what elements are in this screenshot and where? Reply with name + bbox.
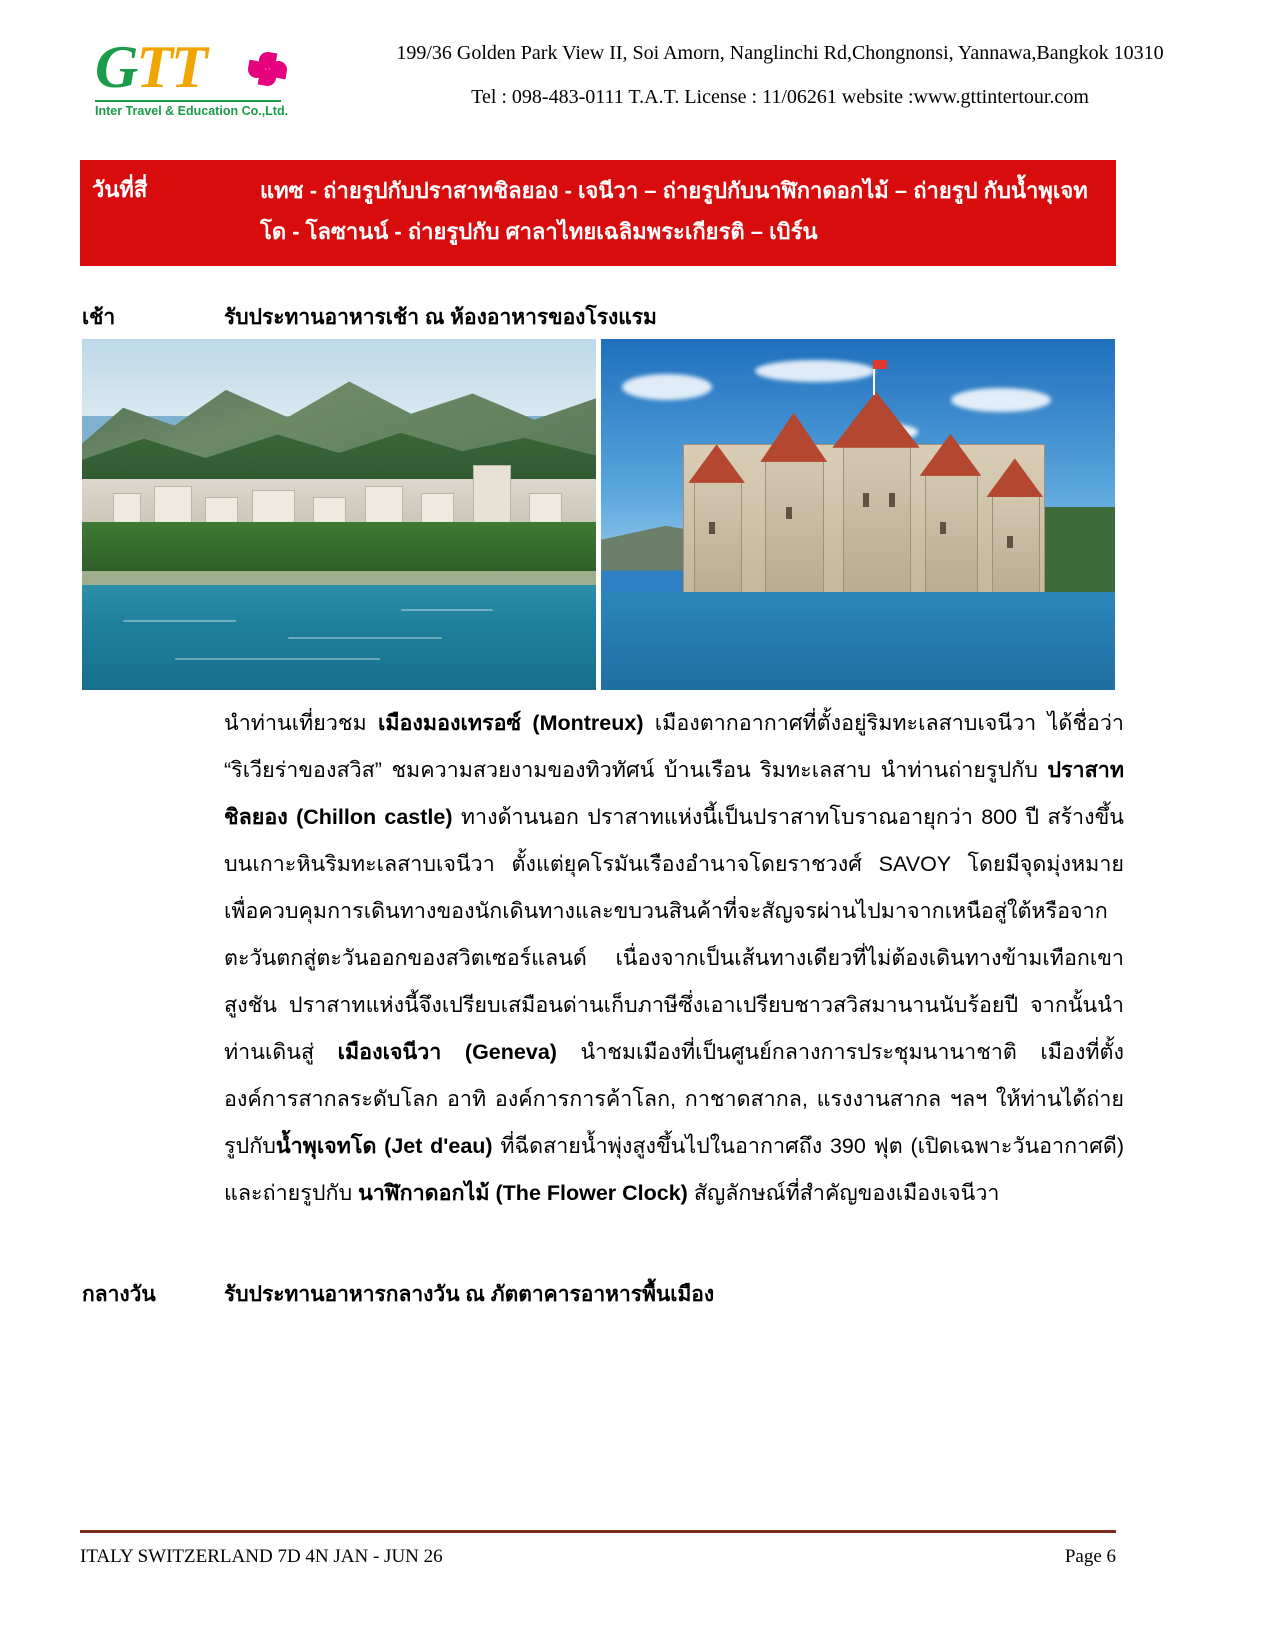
photo-strip [82, 339, 1115, 690]
chillon-castle-photo [601, 339, 1115, 690]
document-header [80, 28, 1195, 138]
montreux-lakeside-photo [82, 339, 596, 690]
footer-document-title: ITALY SWITZERLAND 7D 4N JAN - JUN 26 [80, 1546, 443, 1567]
day-title-bar [80, 160, 1116, 266]
company-address: 199/36 Golden Park View II, Soi Amorn, Nanglinchi Rd,Chongnonsi, Yannawa,Bangkok 10310 [396, 42, 1164, 64]
noon-label: กลางวัน [82, 1283, 156, 1306]
logo-divider [95, 100, 281, 102]
noon-text: รับประทานอาหารกลางวัน ณ ภัตตาคารอาหารพื้นเมือง [224, 1283, 715, 1306]
itinerary-paragraph: นำท่านเที่ยวชม เมืองมองเทรอซ์ (Montreux) เมืองตากอากาศที่ตั้งอยู่ริมทะเลสาบเจนีวา ได้ชื่อว่า “ริเวียร่าของสวิส” ชมความสวยงามของทิวทัศน์ บ้านเรือน ริมทะเลสาบ นำท่านถ่ายรูปกับ ปราสาทชิลยอง (Chillon castle) ทางด้านนอก ปราสาทแห่งนี้เป็นปราสาทโบราณอายุกว่า 800 ปี สร้างขึ้นบนเกาะหินริมทะเลสาบเจนีวา ตั้งแต่ยุคโรมันเรืองอำนาจโดยราชวงศ์ SAVOY โดยมีจุดมุ่งหมายเพื่อควบคุมการเดินทางของนักเดินทางและขบวนสินค้าที่จะสัญจรผ่านไปมาจากเหนือสู่ใต้หรือจากตะวันตกสู่ตะวันออกของสวิตเซอร์แลนด์ เนื่องจากเป็นเส้นทางเดียวที่ไม่ต้องเดินทางข้ามเทือกเขาสูงชัน ปราสาทแห่งนี้จึงเปรียบเสมือนด่านเก็บภาษีซึ่งเอาเปรียบชาวสวิสมานานนับร้อยปี จากนั้นนำท่านเดินสู่ เมืองเจนีวา (Geneva) นำชมเมืองที่เป็นศูนย์กลางการประชุมนานาชาติ เมืองที่ตั้งองค์การสากลระดับโลก อาทิ องค์การการค้าโลก, กาชาดสากล, แรงงานสากล ฯลฯ ให้ท่านได้ถ่ายรูปกับน้ำพุเจทโด (Jet d'eau) ที่ฉีดสายน้ำพุ่งสูงขึ้นไปในอากาศถึง 390 ฟุต (เปิดเฉพาะวันอากาศดี) และถ่ายรูปกับ นาฬิกาดอกไม้ (The Flower Clock) สัญลักษณ์ที่สำคัญของเมืองเจนีวา [224, 711, 1124, 1205]
company-subtitle: Inter Travel & Education Co.,Ltd. [95, 104, 289, 118]
flower-icon [247, 52, 287, 86]
company-logo [95, 36, 295, 136]
day-route: แทซ - ถ่ายรูปกับปราสาทชิลยอง - เจนีวา – ถ่ายรูปกับนาฬิกาดอกไม้ – ถ่ายรูป กับน้ำพุเจทโด - โลซานน์ - ถ่ายรูปกับ ศาลาไทยเฉลิมพระเกียรติ – เบิร์น [260, 178, 1088, 244]
footer-page-number: Page 6 [1064, 1546, 1116, 1567]
morning-label: เช้า [82, 306, 116, 329]
morning-text: รับประทานอาหารเช้า ณ ห้องอาหารของโรงแรม [224, 306, 657, 329]
day-label: วันที่สี่ [92, 177, 148, 202]
company-contact: Tel : 098-483-0111 T.A.T. License : 11/06261 website :www.gttintertour.com [471, 86, 1089, 108]
footer-divider [80, 1530, 1116, 1533]
logo-wordmark: GTT [95, 34, 206, 100]
